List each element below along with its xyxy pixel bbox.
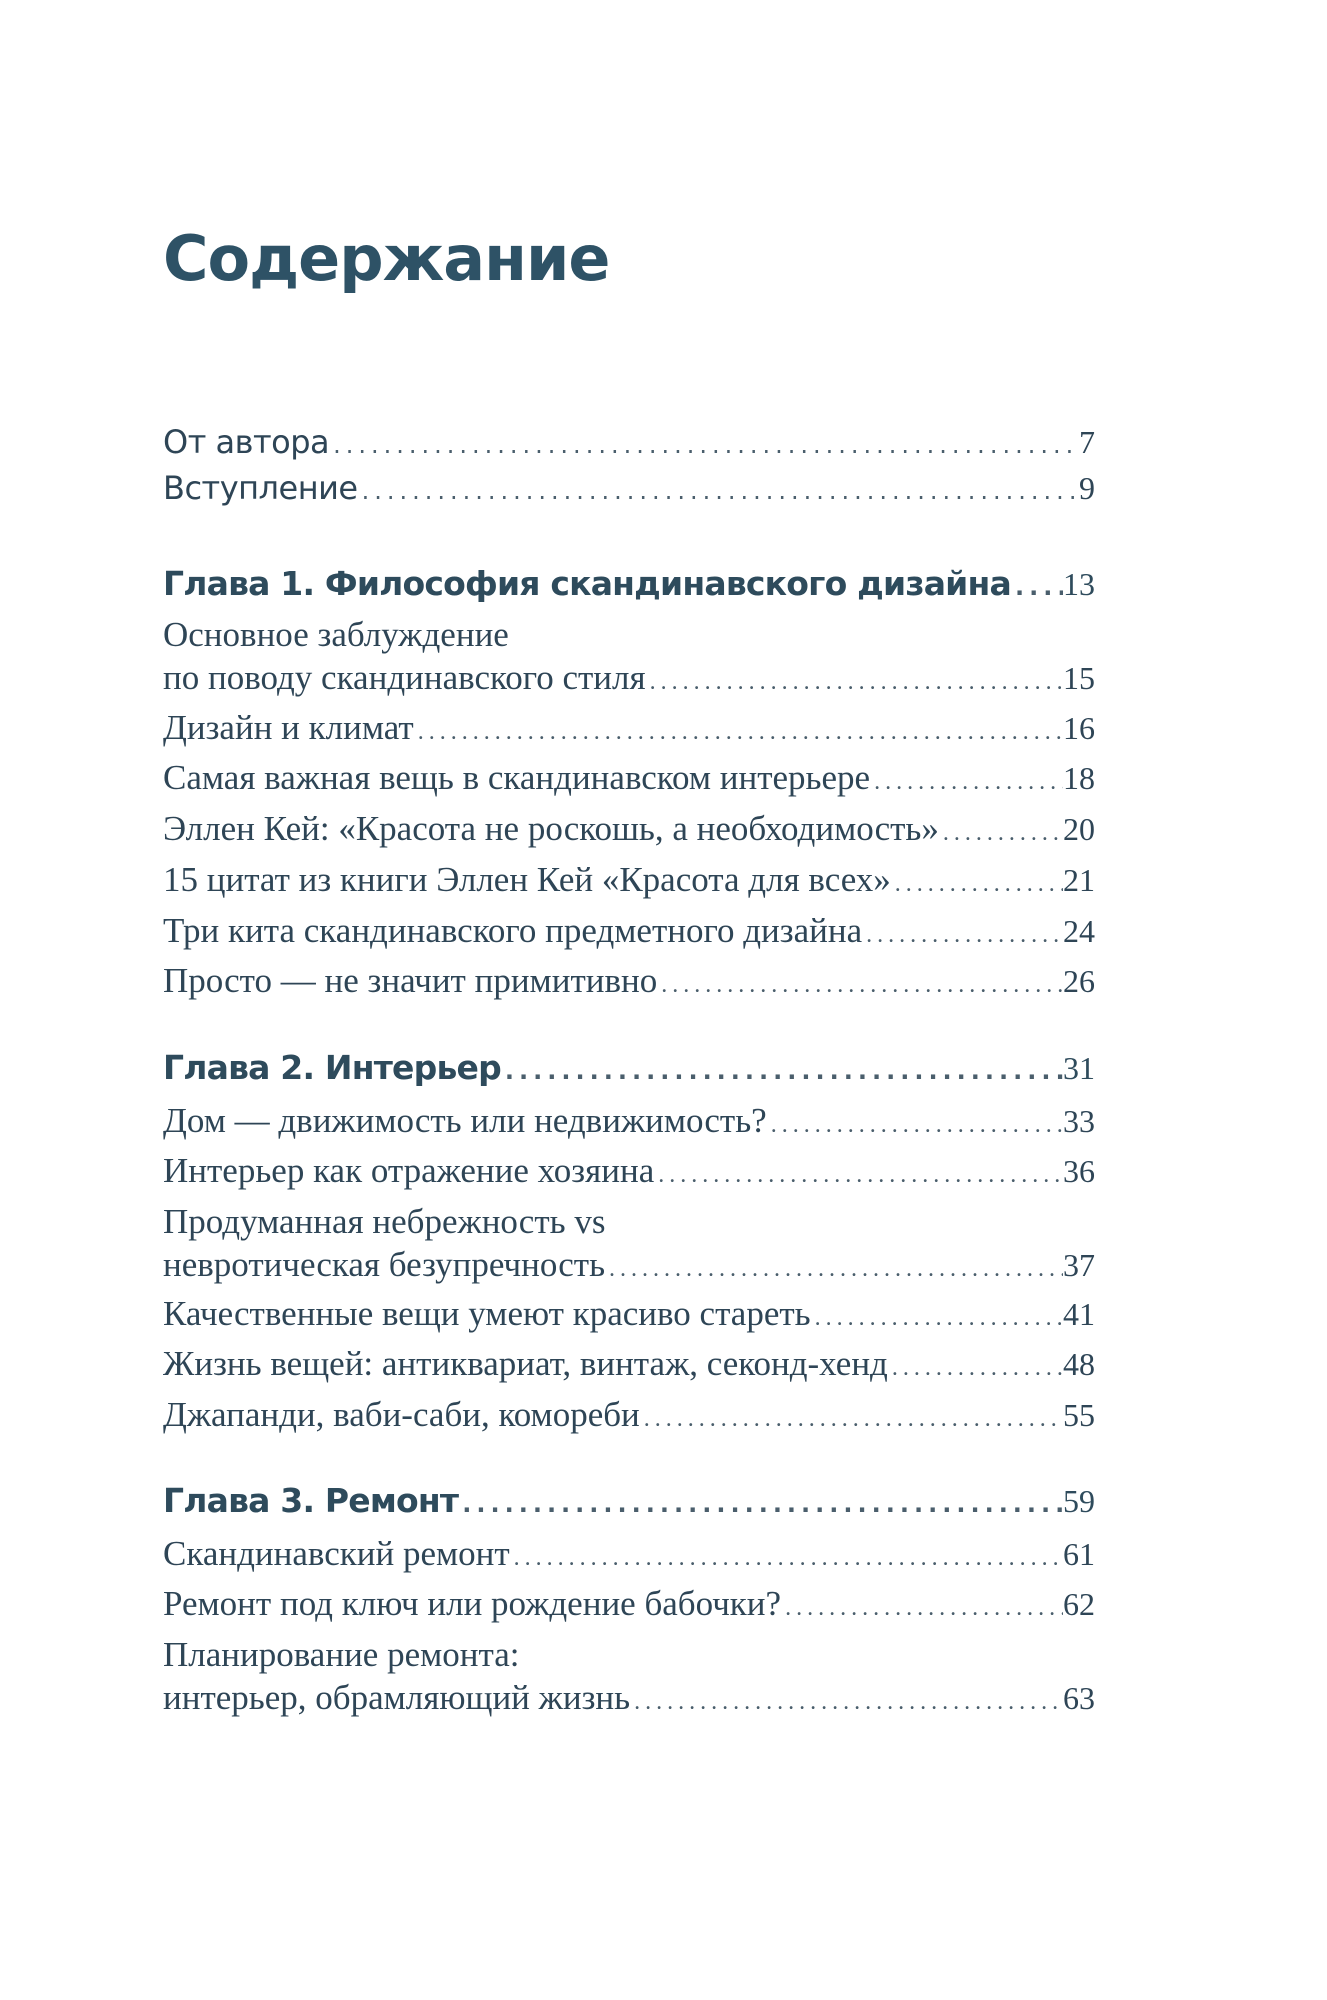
toc-entry-page: 33 — [1063, 1103, 1095, 1139]
toc-entry-page: 63 — [1063, 1680, 1095, 1716]
toc-entry-title: по поводу скандинавского стиля — [163, 658, 646, 697]
toc-entry-title: Просто — не значит примитивно — [163, 961, 658, 1000]
toc-entry-title-line-1: Планирование ремонта: — [163, 1635, 520, 1674]
toc-entry[interactable] — [163, 963, 1095, 998]
toc-entry-page: 62 — [1063, 1586, 1095, 1622]
toc-entry-title: Вступление — [163, 469, 358, 507]
toc-entry[interactable] — [163, 1586, 1095, 1621]
dot-leader — [329, 433, 1079, 457]
dot-leader — [1011, 575, 1063, 599]
toc-entry-page: 59 — [1063, 1483, 1095, 1519]
dot-leader — [939, 821, 1063, 845]
toc-entry[interactable] — [163, 760, 1095, 795]
toc-entry-title: Эллен Кей: «Красота не роскошь, а необходимость» — [163, 809, 939, 848]
dot-leader — [501, 1059, 1063, 1083]
toc-entry-page: 18 — [1063, 760, 1095, 796]
dot-leader — [510, 1546, 1063, 1570]
toc-entry[interactable] — [163, 1204, 1095, 1282]
dot-leader — [414, 720, 1063, 744]
toc-entry[interactable] — [163, 1296, 1095, 1331]
toc-entry[interactable] — [163, 1153, 1095, 1188]
toc-entry[interactable] — [163, 710, 1095, 745]
toc-entry-page: 26 — [1063, 963, 1095, 999]
dot-leader — [767, 1113, 1063, 1137]
toc-entry-page: 55 — [1063, 1397, 1095, 1433]
toc-entry-page: 9 — [1079, 470, 1095, 506]
toc-entry[interactable] — [163, 1637, 1095, 1715]
toc-entry-title-line-1: Основное заблуждение — [163, 615, 509, 654]
toc-entry-page: 16 — [1063, 710, 1095, 746]
toc-entry[interactable] — [163, 1103, 1095, 1138]
toc-entry-title: интерьер, обрамляющий жизнь — [163, 1678, 631, 1717]
dot-leader — [646, 670, 1063, 694]
toc-entry-page: 21 — [1063, 862, 1095, 898]
toc-entry-page: 20 — [1063, 811, 1095, 847]
toc-entry-title: Качественные вещи умеют красиво стареть — [163, 1294, 811, 1333]
toc-chapter-3[interactable] — [163, 1481, 1095, 1520]
dot-leader — [630, 1690, 1063, 1714]
toc-entry-page: 37 — [1063, 1247, 1095, 1283]
toc-entry[interactable] — [163, 862, 1095, 897]
toc-entry-page: 41 — [1063, 1296, 1095, 1332]
toc-entry[interactable] — [163, 913, 1095, 948]
toc-entry[interactable] — [163, 1346, 1095, 1381]
dot-leader — [888, 1356, 1063, 1380]
dot-leader — [640, 1407, 1063, 1431]
toc-entry-page: 7 — [1079, 424, 1095, 460]
toc-entry-page: 24 — [1063, 913, 1095, 949]
dot-leader — [654, 1163, 1063, 1187]
toc-chapter-title: Глава 3. Ремонт — [163, 1481, 459, 1520]
toc-entry-title-line-1: Продуманная небрежность vs — [163, 1202, 606, 1241]
toc-entry-title: Жизнь вещей: антиквариат, винтаж, секонд-хенд — [163, 1344, 888, 1383]
toc-entry-title: От автора — [163, 423, 330, 461]
toc-entry-title: Ремонт под ключ или рождение бабочки? — [163, 1584, 782, 1623]
dot-leader — [891, 872, 1063, 896]
toc-entry[interactable] — [163, 811, 1095, 846]
toc-entry-page: 15 — [1063, 660, 1095, 696]
dot-leader — [458, 1492, 1063, 1516]
toc-entry-title: Скандинавский ремонт — [163, 1534, 510, 1573]
toc-entry[interactable] — [163, 1536, 1095, 1571]
toc-entry-title: Дизайн и климат — [163, 708, 414, 747]
dot-leader — [781, 1596, 1063, 1620]
dot-leader — [862, 923, 1063, 947]
toc-entry-page: 36 — [1063, 1153, 1095, 1189]
dot-leader — [811, 1306, 1063, 1330]
toc-entry-from-author[interactable] — [163, 423, 1095, 461]
toc-entry-page: 48 — [1063, 1346, 1095, 1382]
toc-chapter-1[interactable] — [163, 564, 1095, 603]
dot-leader — [657, 973, 1063, 997]
toc-entry-page: 61 — [1063, 1536, 1095, 1572]
dot-leader — [358, 479, 1079, 503]
toc-entry-title: Интерьер как отражение хозяина — [163, 1151, 655, 1190]
dot-leader — [605, 1257, 1063, 1281]
toc-entry-page: 13 — [1063, 566, 1095, 602]
toc-entry-introduction[interactable] — [163, 469, 1095, 507]
dot-leader — [870, 770, 1063, 794]
toc-entry[interactable] — [163, 1397, 1095, 1432]
toc-entry-title: Три кита скандинавского предметного дизайна — [163, 911, 863, 950]
toc-entry[interactable] — [163, 617, 1095, 695]
toc-chapter-title: Глава 1. Философия скандинавского дизайна — [163, 564, 1011, 603]
toc-entry-page: 31 — [1063, 1050, 1095, 1086]
toc-chapter-title: Глава 2. Интерьер — [163, 1048, 501, 1087]
toc-entry-title: Джапанди, ваби-саби, комореби — [163, 1395, 640, 1434]
toc-entry-title: Самая важная вещь в скандинавском интерьере — [163, 758, 871, 797]
toc-entry-title: Дом — движимость или недвижимость? — [163, 1101, 767, 1140]
toc-entry-title: 15 цитат из книги Эллен Кей «Красота для всех» — [163, 860, 891, 899]
toc-chapter-2[interactable] — [163, 1048, 1095, 1087]
toc-entry-title: невротическая безупречность — [163, 1245, 606, 1284]
page-title: Содержание — [163, 222, 610, 295]
